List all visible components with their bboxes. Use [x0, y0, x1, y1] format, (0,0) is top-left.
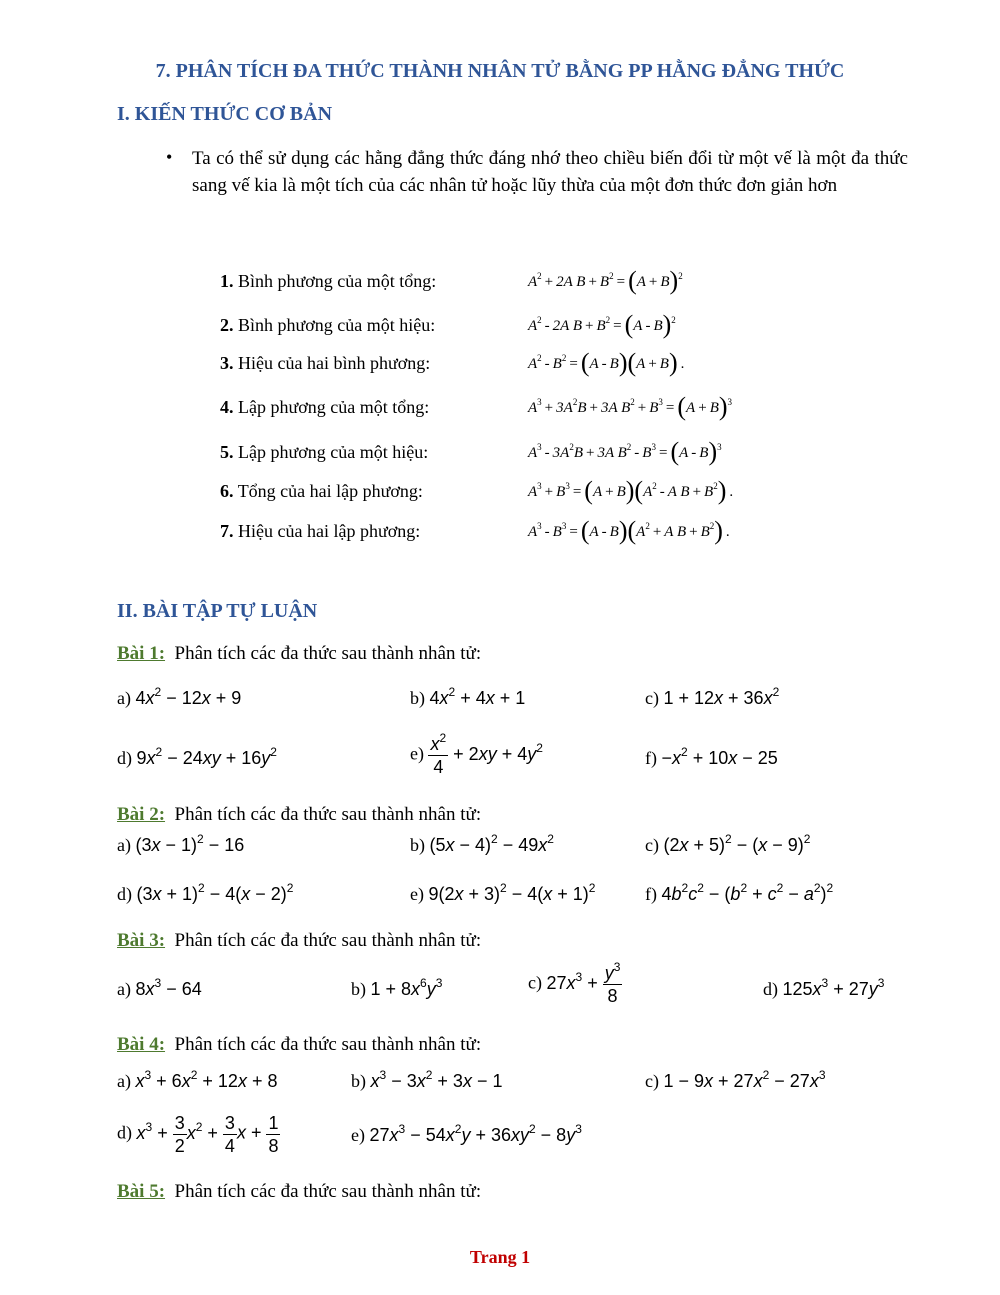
exercise-1e: e) $\frac{x^2}{4}$ + $2xy + 4y^2$ [410, 731, 543, 777]
exercise-3a: a) $8x^3 - 64$ [117, 976, 202, 999]
exercise-2a: a) $(3x - 1)^2 - 16$ [117, 832, 245, 855]
exercise-1-heading: Bài 1: Phân tích các đa thức sau thành nhân tử: [117, 643, 482, 664]
formula-label-2: 2. Bình phương của một hiệu: [220, 315, 436, 335]
page-title: 7. PHÂN TÍCH ĐA THỨC THÀNH NHÂN TỬ BẰNG PP HẰNG ĐẲNG THỨC [155, 60, 845, 82]
exercise-2d: d) $(3x + 1)^2 - 4(x - 2)^2$ [117, 881, 294, 904]
exercise-1d: d) $9x^2 - 24xy + 16y^2$ [117, 745, 277, 768]
exercise-1f: $f) -x^2 + 10x - 25$ [645, 745, 778, 768]
exercise-4b: b) $x^3 - 3x^2 + 3x - 1$ [351, 1068, 503, 1091]
formula-6: $A^3 + B^3 = (A + B)(A^2 - A$ $B + B^2$) . [528, 476, 734, 505]
bullet-dot: • [166, 147, 173, 167]
exercise-3b: b) $1 + 8x^6y^3$ [351, 976, 443, 999]
formula-label-5: 5. Lập phương của một hiệu: [220, 442, 429, 462]
exercise-3d: d) $125x^3 + 27y^3$ [763, 976, 885, 999]
page-number: Trang 1 [469, 1247, 531, 1267]
exercise-3c: c) $27x^3$ + $\frac{y^3}{8}$ [528, 960, 621, 1006]
formula-label-6: 6. Tổng của hai lập phương: [220, 481, 423, 501]
exercise-4d: d) $x^3$ + $\frac{3}{2}$ $x^2$ + $\frac{3}{4}$ x + $\frac{1}{8}$ [117, 1113, 279, 1156]
formula-1: $A^2 + 2A$ $B + B^2 = (A + B)^2$ [528, 266, 683, 295]
exercise-2e: e) $9(2x + 3)^2 - 4(x + 1)^2$ [410, 881, 596, 904]
exercise-1a: a) $4x^2 - 12x + 9$ [117, 685, 242, 708]
formula-label-1: 1. Bình phương của một tổng: [220, 271, 437, 291]
exercise-3-heading: Bài 3: Phân tích các đa thức sau thành nhân tử: [117, 930, 482, 951]
formula-label-3: 3. Hiệu của hai bình phương: [220, 353, 431, 373]
intro-paragraph: Ta có thể sử dụng các hằng đẳng thức đáng nhớ theo chiều biến đổi từ một vế là một đa thức sang vế kia là một tích của các nhân tử hoặc lũy thừa của một đơn thức đơn giản hơn [192, 148, 908, 196]
section-heading-basic-knowledge: I. KIẾN THỨC CƠ BẢN [117, 103, 333, 125]
formula-7: $A^3 - B^3 = (A - B)(A^2 + A$ $B + B^2$) . [528, 516, 730, 545]
exercise-2b: b) $(5x - 4)^2 - 49x^2$ [410, 832, 554, 855]
formula-2: $A^2 - 2A$ $B + B^2 = (A - B)^2$ [528, 310, 676, 339]
exercise-1c: c) $1 + 12x + 36x^2$ [645, 685, 780, 708]
formula-label-4: 4. Lập phương của một tổng: [220, 397, 430, 417]
formula-5: $A^3 - 3A^2B + 3A$ $B^2 - B^3 = (A - B)^3$ [528, 437, 722, 466]
exercise-4-heading: Bài 4: Phân tích các đa thức sau thành nhân tử: [117, 1034, 482, 1055]
formula-4: $A^3 + 3A^2B + 3A$ $B^2 + B^3 = (A + B)^3$ [528, 392, 733, 421]
exercise-4a: a) $x^3 + 6x^2 + 12x + 8$ [117, 1068, 278, 1091]
section-heading-exercises: II. BÀI TẬP TỰ LUẬN [117, 600, 318, 622]
exercise-2c: c) $(2x + 5)^2 - (x - 9)^2$ [645, 832, 811, 855]
exercise-5-heading: Bài 5: Phân tích các đa thức sau thành nhân tử: [117, 1181, 482, 1202]
exercise-1b: b) $4x^2 + 4x + 1$ [410, 685, 526, 708]
formula-label-7: 7. Hiệu của hai lập phương: [220, 521, 421, 541]
exercise-4e: e) $27x^3 - 54x^2y + 36xy^2 - 8y^3$ [351, 1122, 582, 1145]
exercise-2f: f) $4b^2c^2 - (b^2 + c^2 - a^2)^2$ [645, 881, 834, 904]
formula-3: $A^2 - B^2 = (A - B)(A + B)$ . [528, 348, 685, 377]
exercise-2-heading: Bài 2: Phân tích các đa thức sau thành nhân tử: [117, 804, 482, 825]
exercise-4c: c) $1 - 9x + 27x^2 - 27x^3$ [645, 1068, 826, 1091]
